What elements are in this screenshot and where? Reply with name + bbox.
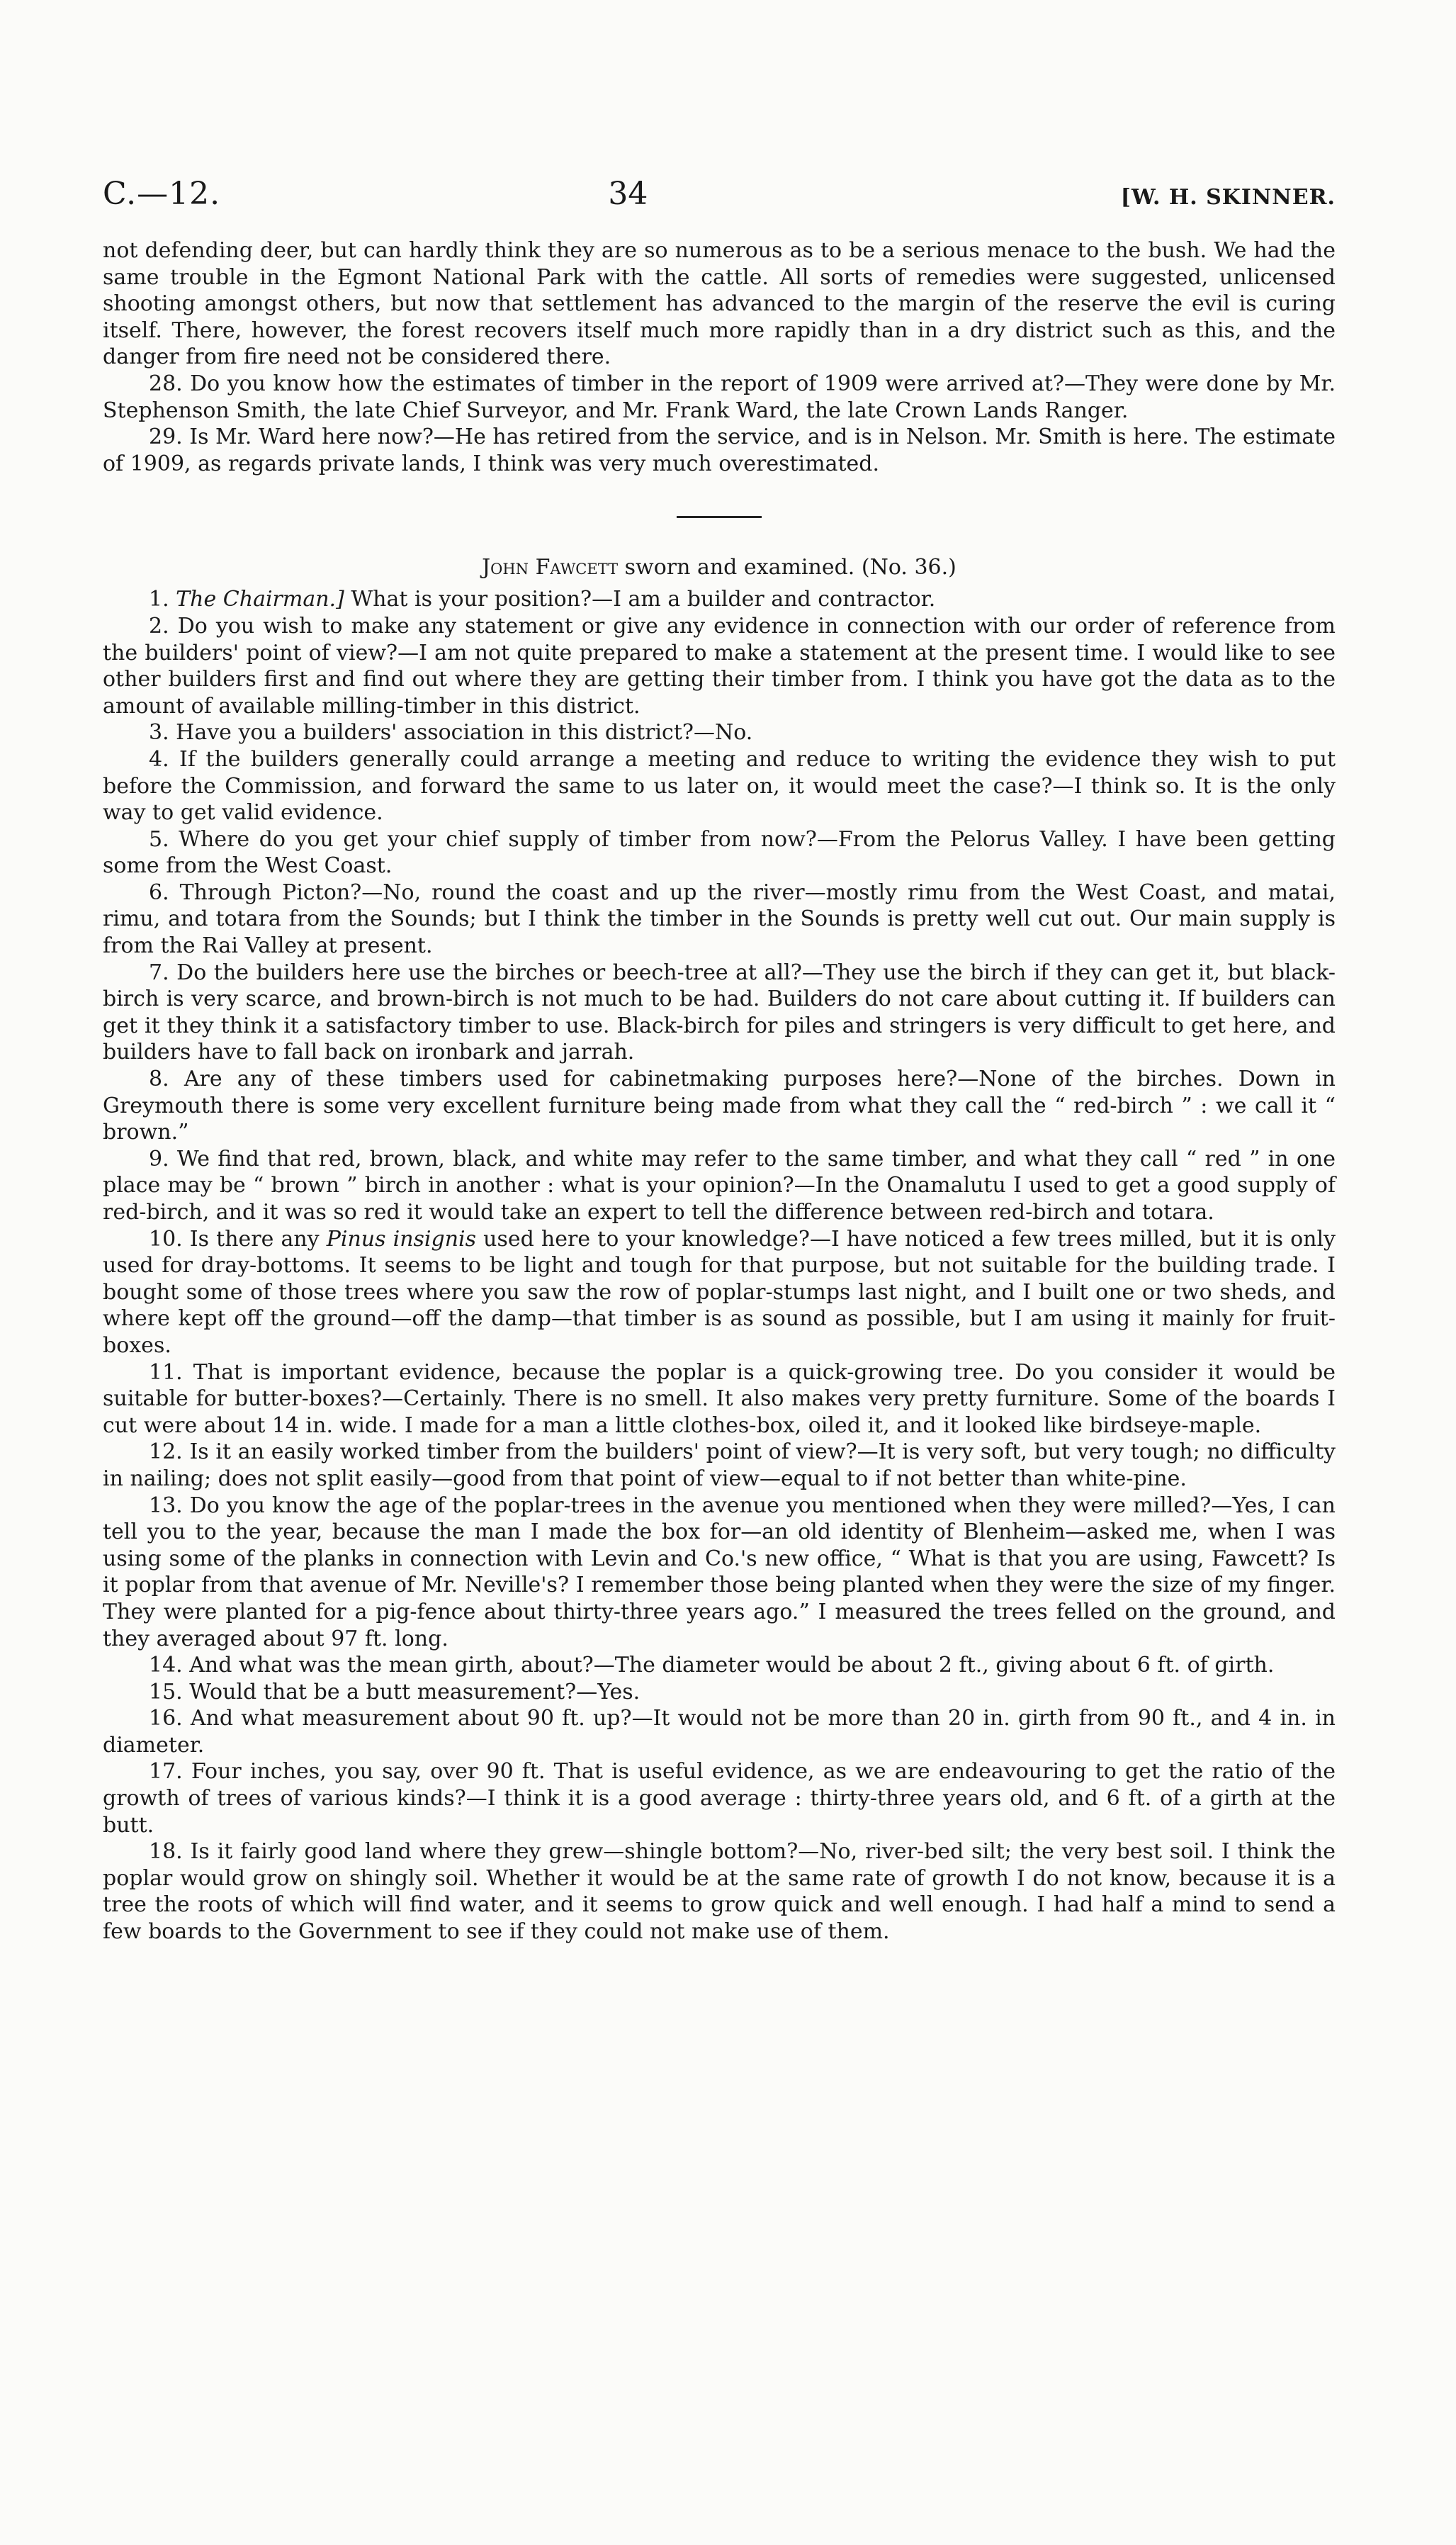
page-number: 34 xyxy=(608,176,648,212)
paragraph-q14: 14. And what was the mean girth, about?—The diameter would be about 2 ft., giving about 6 ft. of girth. xyxy=(149,1653,1275,1678)
paragraph-q1: 1. The Chairman.] What is your position?—I am a builder and contractor. xyxy=(149,587,936,612)
paragraph-q7: 7. Do the builders here use the birches or beech-tree at all?—They use the birch if they can get it, but black-birch is very scarce, and brown-birch is not much to be had. Builders do not care about cutting it. If builders can get it they think it a satisfactory timber to use. Black-birch for piles and stringers is very difficult to get here, and builders have to fall back on ironbark and jarrah. xyxy=(103,960,1336,1065)
witness-name: John Fawcett xyxy=(482,555,619,580)
paragraph-q28: 28. Do you know how the estimates of timber in the report of 1909 were arrived at?—They were done by Mr. Stephenson Smith, the late Chief Surveyor, and Mr. Frank Ward, the late Crown Lands Ranger. xyxy=(103,371,1336,423)
page-header xyxy=(103,176,1336,212)
paragraph-q12: 12. Is it an easily worked timber from the builders' point of view?—It is very soft, but very tough; no difficulty in nailing; does not split easily—good from that point of view—equal to if not better than white-pine. xyxy=(103,1439,1336,1491)
chairman-speaker: The Chairman.] xyxy=(176,587,344,612)
witness-sworn-text: sworn and examined. xyxy=(624,555,855,580)
paragraph-q6: 6. Through Picton?—No, round the coast and up the river—mostly rimu from the West Coast, and matai, rimu, and totara from the Sounds; but I think the timber in the Sounds is pretty well cut out. Our main supply is from the Rai Valley at present. xyxy=(103,880,1336,959)
witness-number: (No. 36.) xyxy=(861,555,956,580)
document-reference: C.—12. xyxy=(103,176,221,212)
paragraph-q8: 8. Are any of these timbers used for cabinetmaking purposes here?—None of the birches. Down in Greymouth there is some very excellent furniture being made from what they call the “ red-birch ” : we call it “ brown.” xyxy=(103,1067,1336,1145)
witness-running-head: [W. H. SKINNER. xyxy=(1120,185,1336,210)
paragraph-q15: 15. Would that be a butt measurement?—Yes. xyxy=(149,1679,640,1704)
paragraph-continuation: not defending deer, but can hardly think they are so numerous as to be a serious menace to the bush. We had the same trouble in the Egmont National Park with the cattle. All sorts of remedies were suggested, unlicensed shooting amongst others, but now that settlement has advanced to the margin of the reserve the evil is curing itself. There, however, the forest recovers itself much more rapidly than in a dry district such as this, and the danger from fire need not be considered there. xyxy=(103,238,1336,370)
paragraph-q5: 5. Where do you get your chief supply of timber from now?—From the Pelorus Valley. I have been getting some from the West Coast. xyxy=(103,826,1336,879)
paragraph-q3: 3. Have you a builders' association in this district?—No. xyxy=(149,720,753,746)
paragraph-q29: 29. Is Mr. Ward here now?—He has retired from the service, and is in Nelson. Mr. Smith is here. The estimate of 1909, as regards private lands, I think was very much overestimated. xyxy=(103,425,1336,476)
paragraph-q10 xyxy=(103,1226,1336,1359)
paragraph-q16: 16. And what measurement about 90 ft. up?—It would not be more than 20 in. girth from 90 ft., and 4 in. in diameter. xyxy=(103,1706,1336,1758)
paragraph-q17: 17. Four inches, you say, over 90 ft. That is useful evidence, as we are endeavouring to get the ratio of the growth of trees of various kinds?—I think it is a good average : thirty-three years old, and 6 ft. of a girth at the butt. xyxy=(103,1759,1336,1838)
paragraph-q9: 9. We find that red, brown, black, and white may refer to the same timber, and what they call “ red ” in one place may be “ brown ” birch in another : what is your opinion?—In the Onamalutu I used to get a good supply of red-birch, and it was so red it would take an expert to tell the difference between red-birch and totara. xyxy=(103,1146,1336,1225)
q10-after: used here to your knowledge?—I have noticed a few trees milled, but it is only used for dray-bottoms. It seems to be light and tough for that purpose, but not suitable for the building trade. I bought some of those trees where you saw the row of poplar-stumps last night, and I built one or two sheds, and where kept off the ground—off the damp—that timber is as sound as possible, but I am using it mainly for fruit-boxes. xyxy=(103,1226,1336,1358)
paragraph-q4: 4. If the builders generally could arrange a meeting and reduce to writing the evidence they wish to put before the Commission, and forward the same to us later on, it would meet the case?—I think so. It is the only way to get valid evidence. xyxy=(103,746,1336,826)
q10-before: 10. Is there any xyxy=(149,1226,320,1252)
section-divider xyxy=(677,516,762,518)
paragraph-q18: 18. Is it fairly good land where they grew—shingle bottom?—No, river-bed silt; the very best soil. I think the poplar would grow on shingly soil. Whether it would be at the same rate of growth I do not know, because it is a tree the roots of which will find water, and it seems to grow quick and well enough. I had half a mind to send a few boards to the Government to see if they could not make use of them. xyxy=(103,1839,1336,1945)
witness-heading xyxy=(103,554,1336,582)
paragraph-q2: 2. Do you wish to make any statement or give any evidence in connection with our order of reference from the builders' point of view?—I am not quite prepared to make a statement at the present time. I would like to see other builders first and find out where they are getting their timber from. I think you have got the data as to the amount of available milling-timber in this district. xyxy=(103,613,1336,719)
q1-text: What is your position?—I am a builder and contractor. xyxy=(351,587,936,612)
paragraph-q13: 13. Do you know the age of the poplar-trees in the avenue you mentioned when they were milled?—Yes, I can tell you to the year, because the man I made the box for—an old identity of Blenheim—asked me, when I was using some of the planks in connection with Levin and Co.'s new office, “ What is that you are using, Fawcett? Is it poplar from that avenue of Mr. Neville's? I remember those being planted when they were the size of my finger. They were planted for a pig-fence about thirty-three years ago.” I measured the trees felled on the ground, and they averaged about 97 ft. long. xyxy=(103,1493,1336,1651)
paragraph-q11: 11. That is important evidence, because the poplar is a quick-growing tree. Do you consider it would be suitable for butter-boxes?—Certainly. There is no smell. It also makes very pretty furniture. Some of the boards I cut were about 14 in. wide. I made for a man a little clothes-box, oiled it, and it looked like birdseye-maple. xyxy=(103,1359,1336,1438)
q10-species: Pinus insignis xyxy=(326,1226,477,1252)
